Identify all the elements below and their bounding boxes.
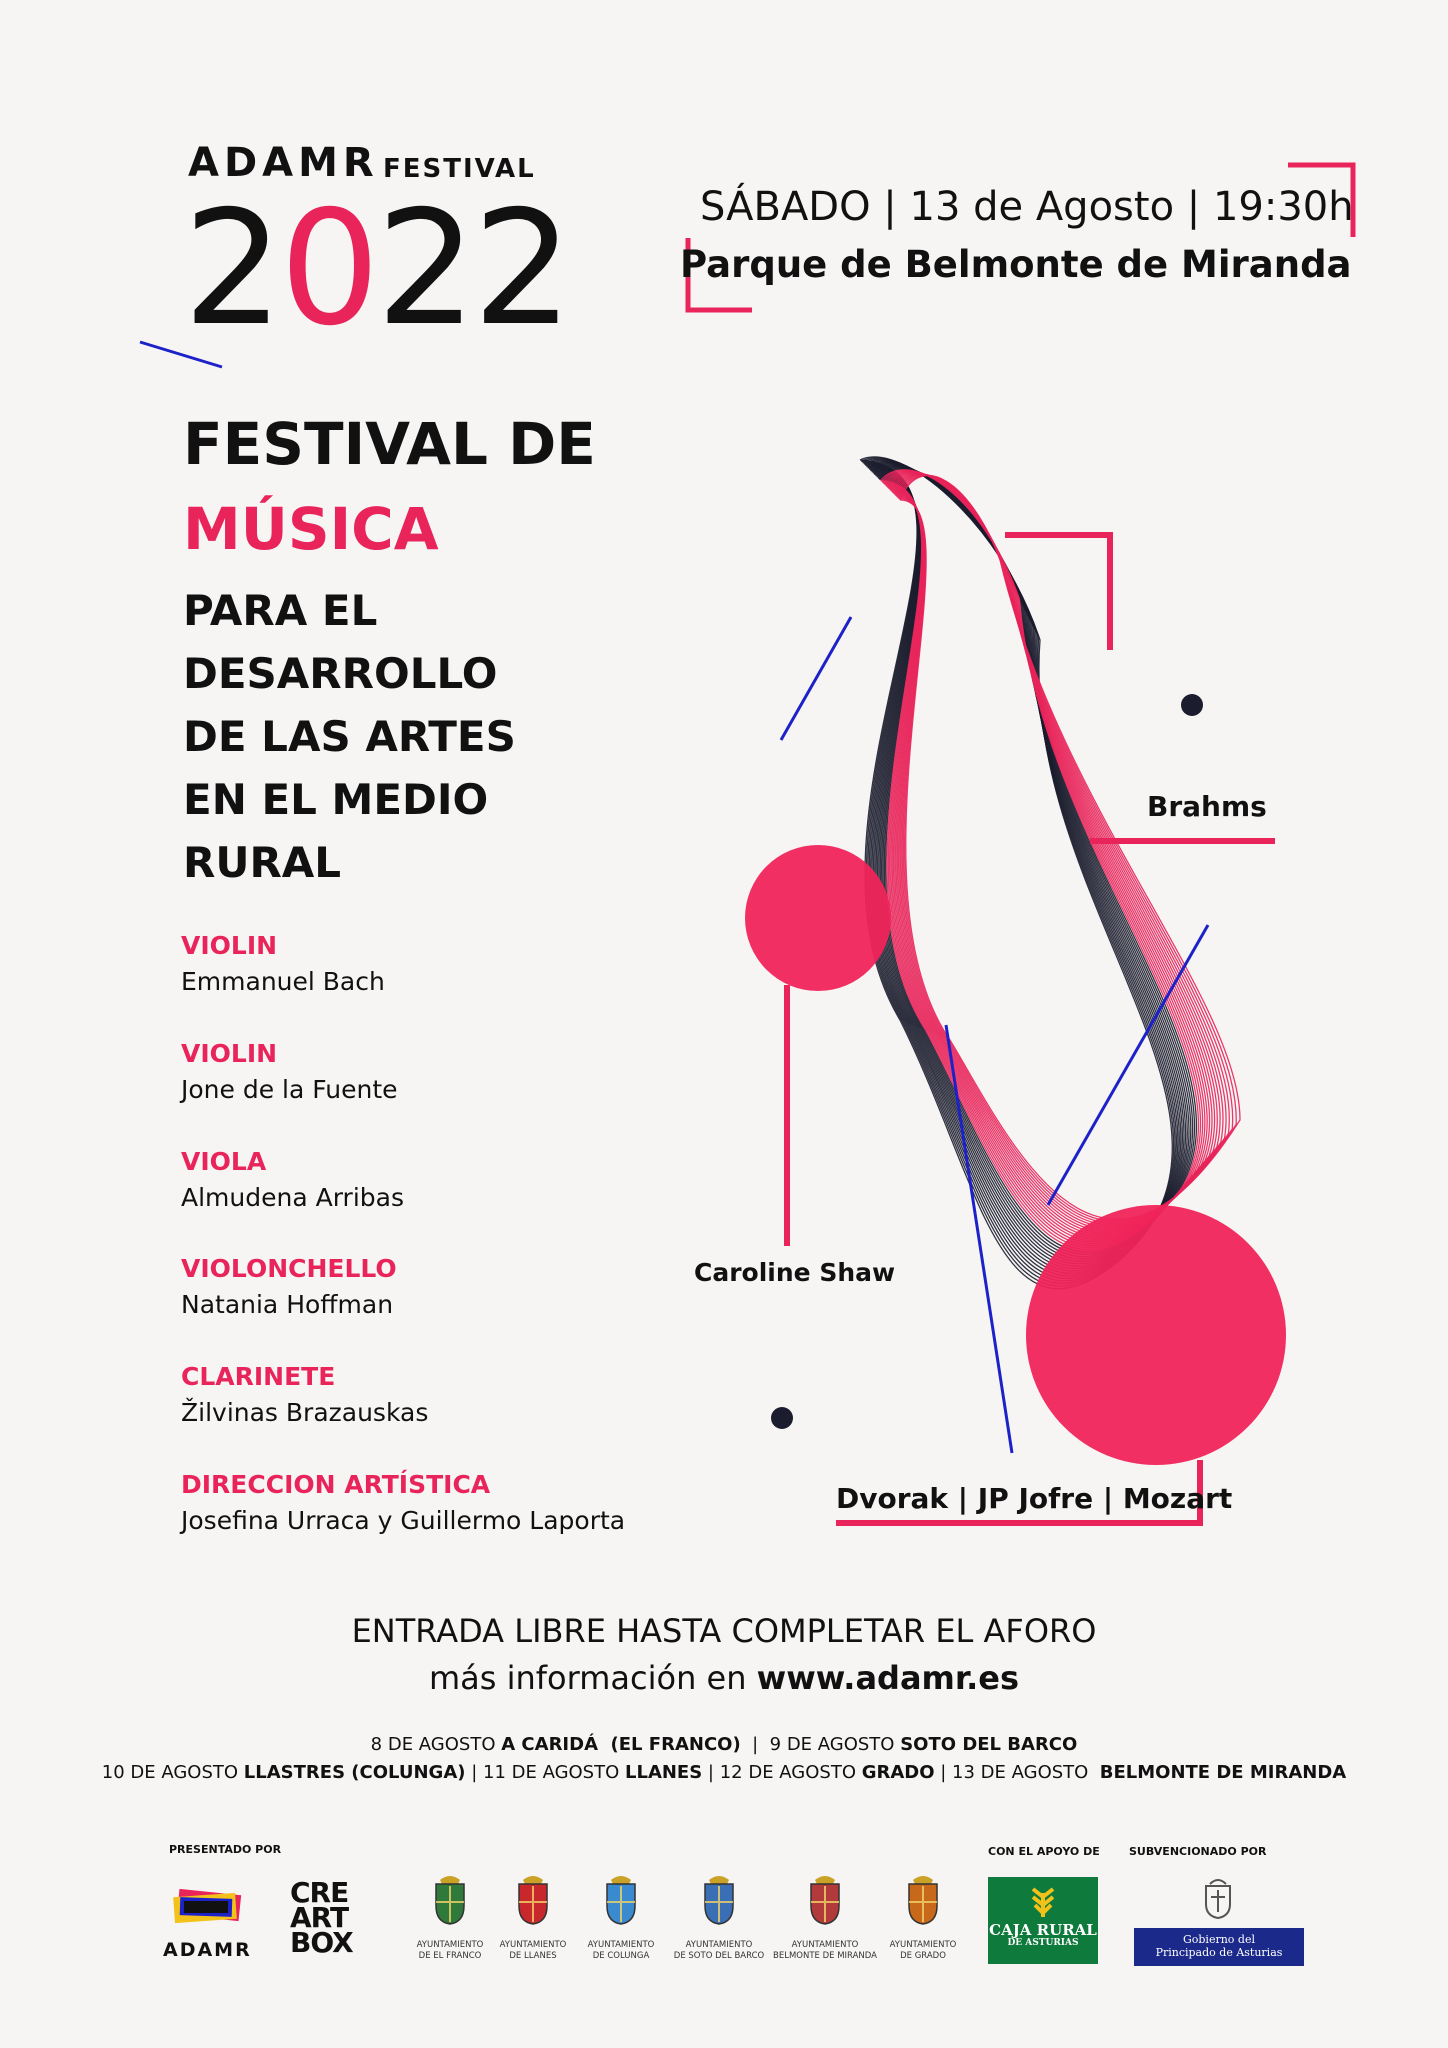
adamr-logo-text: ADAMR	[163, 1939, 252, 1961]
tour-date: 8 DE AGOSTO	[370, 1734, 502, 1755]
performer-name: Jone de la Fuente	[181, 1075, 398, 1104]
wave-line	[887, 472, 1209, 1239]
tour-location: LLANES	[625, 1762, 703, 1783]
website-link[interactable]: www.adamr.es	[756, 1659, 1020, 1697]
ayuntamiento-label: AYUNTAMIENTO DE COLUNGA	[587, 1940, 655, 1961]
festival-label: FESTIVAL	[383, 154, 536, 184]
festival-year	[183, 177, 570, 361]
performer-role: DIRECCION ARTÍSTICA	[181, 1470, 491, 1499]
ayuntamiento-label: AYUNTAMIENTO BELMONTE DE MIRANDA	[773, 1940, 877, 1961]
municipal-crest-icon	[430, 1872, 470, 1926]
tour-location: A CARIDÁ (EL FRANCO)	[501, 1734, 741, 1755]
title-line-1: FESTIVAL DE	[183, 410, 596, 478]
tour-date: | 13 DE AGOSTO	[934, 1762, 1100, 1783]
wave-line	[882, 470, 1201, 1247]
tour-location: BELMONTE DE MIRANDA	[1099, 1762, 1347, 1783]
creartbox-line-3: BOX	[290, 1926, 353, 1959]
composers-bottom: Dvorak | JP Jofre | Mozart	[836, 1482, 1233, 1515]
municipal-crest-icon	[805, 1872, 845, 1926]
tour-date: | 9 DE AGOSTO	[740, 1734, 901, 1755]
caja-rural-logo	[988, 1877, 1098, 1964]
title-line-3: PARA EL	[183, 586, 378, 635]
tour-dates-line-2	[0, 1762, 1448, 1783]
municipal-crest-icon	[903, 1872, 943, 1926]
municipal-crest-icon	[699, 1872, 739, 1926]
composer-brahms: Brahms	[1147, 790, 1267, 823]
creartbox-line-1: CRE	[290, 1876, 349, 1909]
title-line-6: EN EL MEDIO	[183, 775, 489, 824]
wave-line	[885, 471, 1205, 1243]
ayuntamiento-label: AYUNTAMIENTO DE GRADO	[889, 1940, 957, 1961]
tour-date: | 11 DE AGOSTO	[465, 1762, 625, 1783]
brand-logo: ADAMR	[188, 140, 379, 186]
dark-dot-top	[1181, 694, 1203, 716]
caja-rural-region: DE ASTURIAS	[1007, 1938, 1079, 1948]
wave-line	[888, 473, 1212, 1237]
gobierno-logo	[1134, 1928, 1304, 1966]
performer-role: VIOLIN	[181, 1039, 278, 1068]
title-line-4: DESARROLLO	[183, 649, 498, 698]
title-line-5: DE LAS ARTES	[183, 712, 516, 761]
performer-name: Žilvinas Brazauskas	[181, 1398, 429, 1427]
title-line-7: RURAL	[183, 838, 342, 887]
event-place: Parque de Belmonte de Miranda	[680, 243, 1352, 286]
performer-role: CLARINETE	[181, 1362, 336, 1391]
wave-line	[886, 472, 1207, 1241]
more-info-prefix: más información en	[428, 1659, 757, 1697]
composer-shaw: Caroline Shaw	[694, 1258, 896, 1287]
ayuntamiento-label: AYUNTAMIENTO DE LLANES	[499, 1940, 567, 1961]
municipal-crest-icon	[513, 1872, 553, 1926]
ayuntamiento-label: AYUNTAMIENTO DE SOTO DEL BARCO	[673, 1940, 765, 1961]
support-by-label: CON EL APOYO DE	[988, 1845, 1100, 1858]
year-part-1: 2	[183, 177, 280, 361]
municipal-crest-icon	[601, 1872, 641, 1926]
tour-date: | 12 DE AGOSTO	[702, 1762, 862, 1783]
performer-role: VIOLA	[181, 1147, 267, 1176]
wave-lines	[860, 457, 1240, 1289]
wave-line	[891, 474, 1217, 1233]
tour-location: LLASTRES (COLUNGA)	[243, 1762, 466, 1783]
performer-name: Almudena Arribas	[181, 1183, 404, 1212]
year-part-2: 22	[376, 177, 570, 361]
more-info-line	[0, 1659, 1448, 1697]
pink-circle-small	[745, 845, 891, 991]
title-line-2: MÚSICA	[183, 495, 439, 563]
asturias-shield-icon	[1200, 1876, 1236, 1920]
event-date: SÁBADO | 13 de Agosto | 19:30h	[700, 184, 1354, 230]
wave-line	[881, 470, 1199, 1250]
performer-role: VIOLONCHELLO	[181, 1254, 397, 1283]
tour-location: SOTO DEL BARCO	[900, 1734, 1078, 1755]
tour-location: GRADO	[861, 1762, 935, 1783]
performer-name: Josefina Urraca y Guillermo Laporta	[181, 1506, 626, 1535]
subsidized-by-label: SUBVENCIONADO POR	[1129, 1845, 1267, 1858]
tour-date: 10 DE AGOSTO	[101, 1762, 244, 1783]
dark-dot-bottom	[771, 1407, 793, 1429]
wave-line	[868, 462, 1181, 1273]
tour-dates-line-1	[0, 1734, 1448, 1755]
wave-line	[883, 471, 1202, 1246]
wave-line	[890, 473, 1215, 1235]
performer-name: Natania Hoffman	[181, 1290, 394, 1319]
creartbox-line-2: ART	[290, 1901, 349, 1934]
year-zero: 0	[279, 177, 377, 361]
creartbox-logo	[290, 1876, 353, 1959]
ayuntamiento-label: AYUNTAMIENTO DE EL FRANCO	[416, 1940, 484, 1961]
performer-role: VIOLIN	[181, 931, 278, 960]
gobierno-line-2: Principado de Asturias	[1155, 1946, 1283, 1959]
presented-by-label: PRESENTADO POR	[169, 1843, 282, 1856]
wheat-icon	[1023, 1883, 1063, 1919]
adamr-logo-icon	[170, 1888, 246, 1928]
caja-rural-name: CAJA RURAL	[989, 1921, 1097, 1939]
blue-line-1	[781, 617, 851, 740]
free-entry-notice: ENTRADA LIBRE HASTA COMPLETAR EL AFORO	[351, 1612, 1097, 1650]
wave-line	[879, 469, 1196, 1252]
pink-circle-large	[1026, 1205, 1286, 1465]
wave-line	[892, 474, 1220, 1231]
gobierno-line-1: Gobierno del	[1182, 1933, 1255, 1946]
performer-name: Emmanuel Bach	[181, 967, 385, 996]
